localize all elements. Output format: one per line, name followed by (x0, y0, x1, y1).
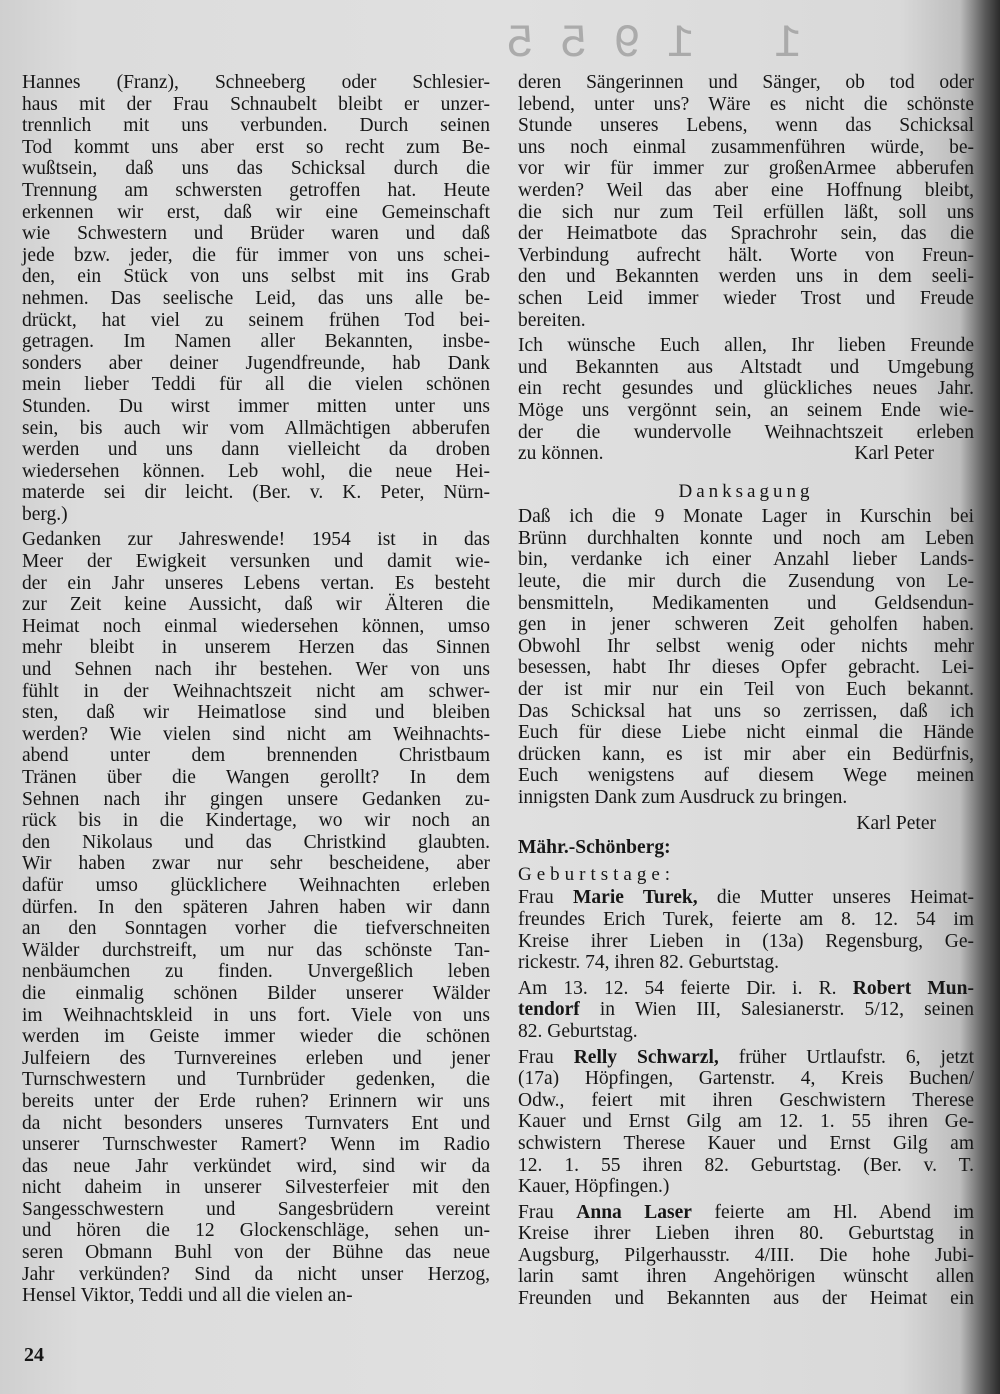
text-segment: werden und uns dann vielleicht da droben (22, 439, 490, 461)
text-segment: zu können. (518, 443, 604, 465)
paragraph (518, 1047, 974, 1198)
text-segment: Kauer und Ernst Gilg am 12. 1. 55 ihren Ge- (518, 1111, 974, 1133)
text-segment: der ist mir nur ein Teil von Euch bekannt. (518, 679, 974, 701)
text-line (518, 137, 974, 159)
text-line (518, 765, 974, 787)
text-segment: den Nikolaus und das Christkind glaubten. (22, 831, 490, 853)
text-segment: Das Schicksal hat uns so zerrissen, daß ich (518, 700, 974, 722)
text-segment: Freunden und Bekannten aus der Heimat ein (518, 1288, 974, 1310)
text-line (22, 374, 490, 396)
text-line (22, 72, 490, 94)
paragraph (518, 506, 974, 808)
text-segment: Kreise ihrer Lieben in (13a) Regensburg, Ge- (518, 930, 974, 952)
text-segment: (17a) Höpfingen, Gartenstr. 4, Kreis Buchen/ (518, 1068, 974, 1090)
text-line (518, 887, 974, 909)
bold-name: Robert Mun- (852, 977, 974, 999)
text-segment: berg.) (22, 503, 68, 525)
text-line (22, 681, 490, 703)
text-segment: Sehnen nach ihr gingen unsere Gedanken zu- (22, 788, 490, 810)
text-segment: Frau (518, 1046, 574, 1068)
text-line (22, 1220, 490, 1242)
right-column (518, 72, 974, 1314)
left-column (22, 72, 490, 1311)
text-line (22, 1264, 490, 1286)
text-line (518, 1202, 974, 1224)
text-line (518, 335, 974, 357)
text-line (518, 636, 974, 658)
text-line (518, 1176, 974, 1198)
signature: Karl Peter (856, 812, 936, 834)
text-line (518, 158, 974, 180)
text-segment: da nicht besonders unseres Turnvaters Ent und (22, 1112, 490, 1134)
text-line (22, 897, 490, 919)
text-line (518, 223, 974, 245)
text-segment: Daß ich die 9 Monate Lager in Kurschin bei (518, 506, 974, 528)
text-segment: unserer Turnschwester Ramert? Wenn im Radio (22, 1134, 490, 1156)
text-line (518, 571, 974, 593)
text-segment: Kreise ihrer Lieben ihren 80. Geburtstag in (518, 1223, 974, 1245)
text-segment: im Weihnachtskleid in uns fort. Viele von uns (22, 1004, 490, 1026)
text-line (22, 659, 490, 681)
text-segment: 12. 1. 55 ihren 82. Geburtstag. (Ber. v. T. (518, 1154, 974, 1176)
text-line (22, 331, 490, 353)
text-line (22, 918, 490, 940)
text-line (22, 418, 490, 440)
text-line (518, 999, 974, 1021)
text-line (518, 744, 974, 766)
text-line (22, 529, 490, 551)
text-line (22, 137, 490, 159)
text-segment: deren Sängerinnen und Sänger, ob tod oder (518, 72, 974, 93)
text-segment: schen Leid immer wieder Trost und Freude (518, 287, 974, 309)
text-line (22, 202, 490, 224)
text-line (518, 378, 974, 400)
text-segment: rickestr. 74, ihren 82. Geburtstag. (518, 952, 780, 974)
text-segment: drückt, hat viel zu seinem frühen Tod bei- (22, 309, 490, 331)
text-line (22, 353, 490, 375)
text-line (518, 909, 974, 931)
text-segment: und Sehnen nach ihr bestehen. Wer von uns (22, 659, 490, 681)
text-line (518, 614, 974, 636)
text-segment: Augsburg, Pilgerhausstr. 4/III. Die hohe Jubi- (518, 1244, 974, 1266)
bold-name: tendorf (518, 999, 580, 1021)
text-segment: erkennen wir erst, daß wir eine Gemeinschaft (22, 201, 490, 223)
text-line (22, 461, 490, 483)
text-segment: materde sei dir leicht. (Ber. v. K. Peter, Nürn- (22, 482, 490, 504)
text-segment: Heimat noch einmal wiedersehen können, umso (22, 615, 490, 637)
text-segment: Tränen über die Wangen gerollt? In dem (22, 767, 490, 788)
text-line (518, 657, 974, 679)
text-segment: Frau (518, 1201, 577, 1223)
text-line (518, 266, 974, 288)
text-segment: Meer der Ewigkeit versunken und damit wie- (22, 551, 490, 573)
text-segment: gen in jener schweren Zeit geholfen haben. (518, 614, 974, 636)
text-segment: Brünn durchhalten konnte und noch am Leben (518, 527, 974, 549)
bold-name: Marie Turek, (573, 887, 698, 909)
text-segment: Verbindung aufrecht hält. Worte von Freun- (518, 244, 974, 266)
text-segment: wiedersehen können. Leb wohl, die neue Hei- (22, 460, 490, 482)
paragraph (518, 887, 974, 973)
text-segment: seren Obmann Buhl von der Bühne das neue (22, 1242, 490, 1264)
text-segment: rück bis in die Kindertage, wo wir noch an (22, 810, 490, 832)
text-line (518, 1090, 974, 1112)
text-segment: ein recht gesundes und glückliches neues Jahr. (518, 378, 974, 400)
text-segment: abend unter dem brennenden Christbaum (22, 745, 490, 767)
text-line (518, 722, 974, 744)
text-segment: Am 13. 12. 54 feierte Dir. i. R. (518, 977, 853, 999)
text-line (518, 679, 974, 701)
text-line (518, 1021, 974, 1043)
text-line (22, 288, 490, 310)
text-line (22, 504, 490, 526)
text-line (22, 789, 490, 811)
text-line (22, 573, 490, 595)
text-line (22, 1048, 490, 1070)
text-segment: wußtsein, daß uns das Schicksal durch die (22, 158, 490, 180)
text-segment: Hensel Viktor, Teddi und all die vielen an- (22, 1285, 353, 1307)
page-number: 24 (24, 1344, 44, 1366)
text-line (22, 1199, 490, 1221)
text-segment: mein lieber Teddi für all die vielen schönen (22, 374, 490, 396)
text-line (22, 810, 490, 832)
text-segment: uns noch einmal zusammenführen würde, be- (518, 136, 974, 158)
text-segment: Frau (518, 887, 574, 909)
text-line (518, 357, 974, 379)
text-line (518, 1068, 974, 1090)
text-segment: in Wien III, Salesianerstr. 5/12, seinen (579, 999, 974, 1021)
text-segment: und hören die 12 Glockenschläge, sehen un- (22, 1220, 490, 1242)
text-line (518, 1133, 974, 1155)
text-segment: larin samt ihren Angehörigen wünscht allen (518, 1266, 974, 1288)
text-segment: leute, die mir durch die Zusendung von Le- (518, 571, 974, 593)
text-line (22, 310, 490, 332)
text-line (22, 1091, 490, 1113)
text-segment: wie Schwestern und Brüder waren und daß (22, 223, 490, 245)
text-segment: Stunde unseres Lebens, wenn das Schicksal (518, 115, 974, 137)
text-segment: innigsten Dank zum Ausdruck zu bringen. (518, 787, 848, 808)
text-line (22, 1285, 490, 1307)
text-line (22, 594, 490, 616)
text-segment: bensmitteln, Medikamenten und Geldsendun- (518, 592, 974, 614)
text-line (22, 1177, 490, 1199)
text-line (22, 1242, 490, 1264)
text-segment: werden im Geiste immer wieder die schönen (22, 1026, 490, 1048)
text-segment: Sangesschwestern und Sangesbrüdern vereint (22, 1198, 490, 1220)
text-line (518, 94, 974, 116)
text-segment: haus mit der Frau Schnaubelt bleibt er unzer- (22, 93, 490, 115)
text-line (22, 245, 490, 267)
text-line (518, 72, 974, 94)
text-segment: an den Sonntagen vorher die tiefverschneiten (22, 918, 490, 940)
text-line (22, 983, 490, 1005)
text-line (22, 223, 490, 245)
text-line (518, 931, 974, 953)
text-line (518, 701, 974, 723)
text-line (518, 593, 974, 615)
text-segment: Turnschwestern und Turnbrüder gedenken, die (22, 1069, 490, 1091)
text-line (22, 482, 490, 504)
text-line (22, 158, 490, 180)
text-line (518, 115, 974, 137)
text-segment: Hannes (Franz), Schneeberg oder Schlesier- (22, 72, 490, 93)
text-line (518, 180, 974, 202)
text-segment: Trennung am schwersten getroffen hat. Heute (22, 179, 490, 201)
text-segment: Obwohl Ihr selbst wenig oder nichts mehr (518, 635, 974, 657)
text-line (22, 702, 490, 724)
text-line (22, 439, 490, 461)
signature: Karl Peter (854, 443, 934, 465)
text-segment: besessen, habt Ihr dieses Opfer gebracht. Lei- (518, 657, 974, 679)
text-segment: sein, bis auch wir vom Allmächtigen abberufen (22, 417, 490, 439)
text-segment: den, ein Stück von uns selbst mit ins Grab (22, 266, 490, 288)
text-segment: getragen. Im Namen aller Bekannten, insbe- (22, 331, 490, 353)
text-line (518, 400, 974, 422)
text-segment: Julfeiern des Turnvereines erleben und jener (22, 1047, 490, 1069)
text-line (518, 506, 974, 528)
text-segment: freundes Erich Turek, feierte am 8. 12. 54 im (518, 908, 974, 930)
text-segment: werden? Weil das aber eine Hoffnung bleibt, (518, 179, 974, 201)
text-line (22, 745, 490, 767)
text-segment: Tod kommt uns aber erst so recht zum Be- (22, 136, 490, 158)
text-segment: schwistern Therese Kauer und Ernst Gilg am (518, 1132, 974, 1154)
bold-name: Relly Schwarzl, (573, 1046, 719, 1068)
text-line (22, 1134, 490, 1156)
text-segment: Wälder durchstreift, um nur das schönste Tan- (22, 939, 490, 961)
text-segment: die sich nur zum Teil erfüllen läßt, soll uns (518, 201, 974, 223)
text-line (518, 1111, 974, 1133)
text-segment: das neue Jahr verkündet wird, sind wir da (22, 1155, 490, 1177)
text-segment: bin, verdanke ich einer Anzahl lieber Lands- (518, 549, 974, 571)
paragraph (22, 529, 490, 1306)
text-line (518, 1245, 974, 1267)
text-line (22, 1026, 490, 1048)
text-segment: die einmalig schönen Bilder unserer Wälder (22, 982, 490, 1004)
text-segment: sten, daß wir Heimatlose sind und bleiben (22, 702, 490, 724)
paragraph (518, 72, 974, 331)
text-line (518, 1288, 974, 1310)
text-segment: vor wir für immer zur großenArmee abberufen (518, 158, 974, 180)
text-line (518, 787, 974, 809)
text-line (22, 1156, 490, 1178)
paragraph (22, 72, 490, 525)
text-line (518, 528, 974, 550)
text-segment: den und Bekannten werden uns in dem seeli- (518, 266, 974, 288)
text-line (22, 767, 490, 789)
text-line (22, 616, 490, 638)
text-line (22, 1069, 490, 1091)
text-line (22, 853, 490, 875)
text-line (22, 396, 490, 418)
text-segment: der Heimatbote das Sprachrohr sein, das die (518, 223, 974, 245)
section-heading-location: Mähr.-Schönberg: (518, 837, 671, 859)
text-line (518, 1223, 974, 1245)
text-line (22, 832, 490, 854)
text-segment: und Bekannten aus Altstadt und Umgebung (518, 356, 974, 378)
text-segment: mehr bleibt in unserem Herzen das Sinnen (22, 637, 490, 659)
text-line (22, 940, 490, 962)
text-segment: Euch für diese Liebe nicht einmal die Hände (518, 722, 974, 744)
text-segment: sonders aber deiner Jugendfreunde, hab Dank (22, 352, 490, 374)
text-line (518, 1047, 974, 1069)
text-line (22, 961, 490, 983)
text-line (22, 266, 490, 288)
text-segment: lebend, unter uns? Wäre es nicht die schönste (518, 93, 974, 115)
text-segment: früher Urtlaufstr. 6, jetzt (718, 1046, 975, 1068)
paragraph (518, 978, 974, 1043)
text-line (518, 952, 974, 974)
text-segment: nehmen. Das seelische Leid, das uns alle be- (22, 287, 490, 309)
text-line (518, 549, 974, 571)
text-segment: Möge uns vergönnt sein, an seinem Ende wie- (518, 399, 974, 421)
text-segment: dürfen. In den späteren Jahren haben wir dann (22, 896, 490, 918)
text-segment: die Mutter unseres Heimat- (697, 887, 974, 909)
text-segment: Kauer, Höpfingen.) (518, 1176, 670, 1198)
bold-name: Anna Laser (576, 1201, 692, 1223)
text-segment: Jahr verkünden? Sind da nicht unser Herzog, (22, 1263, 490, 1285)
text-line (22, 180, 490, 202)
text-segment: Stunden. Du wirst immer mitten unter uns (22, 395, 490, 417)
text-segment: nicht daheim in unserer Silvesterfeier mit den (22, 1177, 490, 1199)
text-segment: Odw., feiert mit ihren Geschwistern Therese (518, 1089, 974, 1111)
text-line (22, 94, 490, 116)
text-segment: feierte am Hl. Abend im (691, 1201, 975, 1223)
paragraph (518, 1202, 974, 1310)
text-segment: werden? Wie vielen sind nicht am Weihnachts- (22, 723, 490, 745)
text-line (22, 1005, 490, 1027)
archive-date-stamp: 1 1955 (480, 18, 802, 70)
text-line (518, 978, 974, 1000)
text-line (518, 1266, 974, 1288)
text-segment: drücken kann, es ist mir aber ein Bedürfnis, (518, 743, 974, 765)
text-line (518, 288, 974, 310)
paragraph (518, 335, 974, 465)
text-line (22, 875, 490, 897)
text-line (518, 422, 974, 444)
text-segment: bereits unter der Erde ruhen? Erinnern wir uns (22, 1090, 490, 1112)
text-segment: Euch wenigstens auf diesem Wege meinen (518, 765, 974, 787)
text-line (22, 724, 490, 746)
text-line (518, 443, 974, 465)
text-line (518, 1155, 974, 1177)
text-line (22, 115, 490, 137)
text-line (518, 310, 974, 332)
text-segment: nenbäumchen zu finden. Unvergeßlich leben (22, 961, 490, 983)
text-segment: Ich wünsche Euch allen, Ihr lieben Freunde (518, 335, 974, 357)
text-segment: 82. Geburtstag. (518, 1020, 638, 1042)
text-segment: bereiten. (518, 309, 586, 331)
text-line (22, 551, 490, 573)
text-segment: der die wundervolle Weihnachtszeit erleben (518, 421, 974, 443)
text-line (22, 1113, 490, 1135)
text-segment: der ein Jahr unseres Lebens vertan. Es besteht (22, 572, 490, 594)
subheading-birthdays: Geburtstage: (518, 863, 676, 885)
text-segment: fühlt in der Weihnachtszeit nicht am schwer- (22, 680, 490, 702)
section-heading-danksagung: Danksagung (678, 480, 814, 502)
text-segment: jede bzw. jeder, die für immer von uns schei- (22, 244, 490, 266)
text-line (518, 202, 974, 224)
text-segment: dafür umso glücklichere Weihnachten erleben (22, 874, 490, 896)
text-segment: trennlich mit uns verbunden. Durch seinen (22, 115, 490, 137)
text-line (518, 245, 974, 267)
text-line (22, 637, 490, 659)
text-segment: Wir haben zwar nur sehr bescheidene, aber (22, 853, 490, 875)
text-segment: Gedanken zur Jahreswende! 1954 ist in das (22, 529, 490, 551)
text-segment: zur Zeit keine Aussicht, daß wir Älteren die (22, 594, 490, 616)
